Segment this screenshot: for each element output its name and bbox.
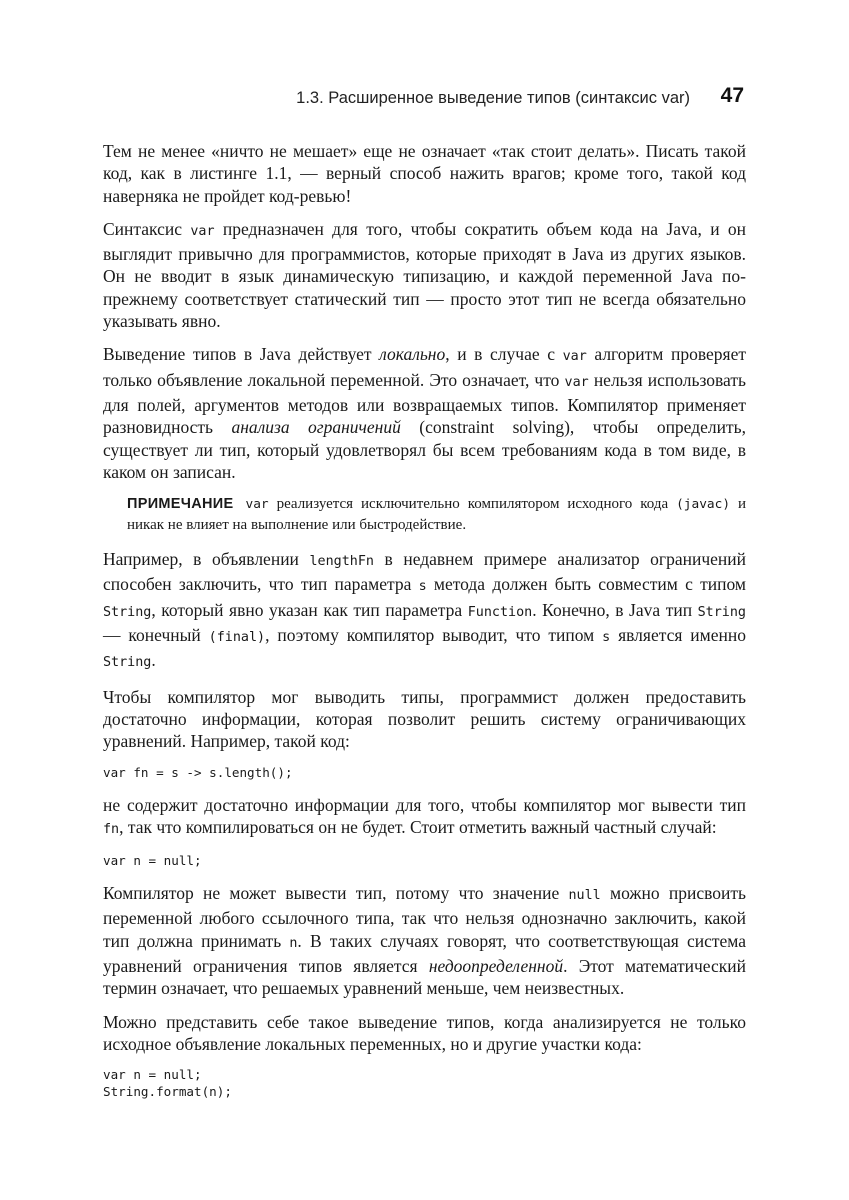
inline-code: n: [289, 935, 298, 951]
paragraph-1: Тем не менее «ничто не мешает» еще не означает «так стоит делать». Писать такой код, как в листинге 1.1, — верный способ нажить врагов; кроме того, такой код наверняка не пройдет код-ревью!: [103, 141, 746, 206]
inline-code: Function: [467, 604, 533, 620]
inline-code: var: [564, 374, 589, 390]
inline-code: null: [568, 888, 601, 904]
inline-code: s: [418, 579, 427, 595]
page-number: 47: [720, 84, 744, 107]
page-content: [103, 140, 746, 1113]
inline-code: (javac): [676, 497, 731, 513]
inline-code: String: [103, 604, 152, 620]
paragraph-6: не содержит достаточно информации для того, чтобы компилятор мог вывести тип fn, так что компилироваться он не будет. Стоит отметить важный частный случай:: [103, 794, 746, 837]
code-block: var n = null;: [103, 853, 202, 869]
chapter-section-title: 1.3. Расширенное выведение типов (синтаксис var): [296, 89, 690, 107]
emphasis: локально: [379, 344, 446, 365]
inline-code: String: [697, 604, 746, 620]
inline-code: var: [562, 349, 587, 365]
code-block: var fn = s -> s.length();: [103, 764, 293, 780]
inline-code: fn: [103, 821, 120, 837]
inline-code: lengthFn: [309, 554, 374, 570]
inline-code: s: [602, 630, 611, 646]
paragraph-7: Компилятор не может вывести тип, потому что значение null можно присвоить переменной любого ссылочного типа, так что нельзя однозначно заключить, какой тип должна принимать n. В таких случаях говорят, что соответствующая система уравнений ограничения типов является недоопределенной. Этот математический термин означает, что решаемых уравнений меньше, чем неизвестных.: [103, 883, 747, 999]
inline-code: var: [190, 223, 215, 239]
paragraph-3: Выведение типов в Java действует локально, и в случае с var алгоритм проверяет только объявление локальной переменной. Это означает, что var нельзя использовать для полей, аргументов методов или возвращаемых типов. Компилятор применяет разновидность анализа ограничений (constraint solving), чтобы определить, существует ли тип, который удовлетворял бы всем требованиям кода в том виде, в каком он записан.: [103, 344, 747, 482]
paragraph-8: Можно представить себе такое выведение типов, когда анализируется не только исходное объявление локальных переменных, но и другие участки кода:: [103, 1011, 746, 1054]
note-label: ПРИМЕЧАНИЕ: [127, 496, 234, 513]
note-box: ПРИМЕЧАНИЕ var реализуется исключительно компилятором исходного кода (javac) и никак не влияет на выполнение или быстродействие.: [127, 496, 747, 534]
inline-code: String: [103, 655, 152, 671]
code-block: var n = null; String.format(n);: [103, 1067, 232, 1100]
paragraph-4: Например, в объявлении lengthFn в недавнем примере анализатор ограничений способен заключить, что тип параметра s метода должен быть совместим с типом String, который явно указан как тип параметра Function. Конечно, в Java тип String — конечный (final), поэтому компилятор выводит, что типом s является именно String.: [103, 549, 746, 671]
paragraph-5: Чтобы компилятор мог выводить типы, программист должен предоставить достаточно информации, которая позволит решить систему ограничивающих уравнений. Например, такой код:: [103, 686, 746, 752]
inline-code: var: [245, 497, 269, 513]
inline-code: (final): [208, 630, 266, 646]
running-header: [103, 86, 746, 112]
paragraph-2: Синтаксис var предназначен для того, чтобы сократить объем кода на Java, и он выглядит привычно для программистов, которые приходят в Java из других языков. Он не вводит в язык динамическую типизацию, и каждой переменной Java по-прежнему соответствует статический тип — просто этот тип не всегда обязательно указывать явно.: [103, 218, 747, 332]
emphasis: анализа ограничений: [231, 417, 401, 438]
emphasis: недоопределенной: [428, 956, 564, 977]
